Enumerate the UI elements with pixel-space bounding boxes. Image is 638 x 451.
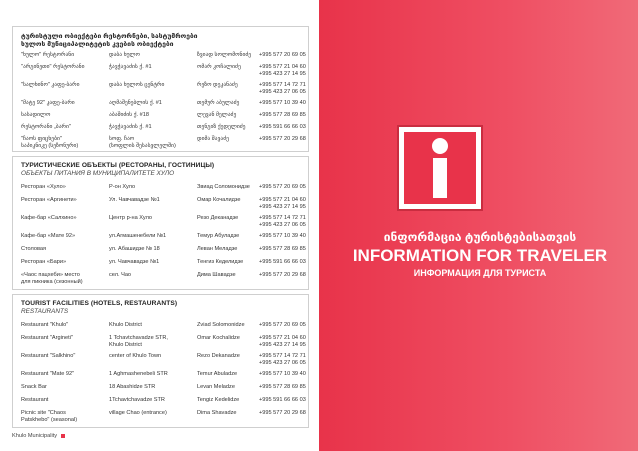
row-location: ჭავჭავაძის ქ. #1	[109, 124, 152, 130]
row-phone: +995 577 10 39 40	[259, 233, 306, 239]
row-contact: დიმა შავაძე	[197, 136, 229, 142]
row-location: სოფ. ჩაო (სოფლის შესასვლელში)	[109, 136, 176, 149]
info-icon-background	[404, 132, 476, 204]
row-phone: +995 577 28 69 85	[259, 112, 306, 118]
russian-title: ТУРИСТИЧЕСКИЕ ОБЪЕКТЫ (РЕСТОРАНЫ, ГОСТИНИЦЫ)	[21, 162, 215, 169]
row-contact: Levan Meladze	[197, 384, 235, 390]
row-name: Restaurant "Argineti"	[21, 335, 73, 341]
row-phone: +995 577 20 69 05	[259, 52, 306, 58]
georgian-title-1: ტურისტული ობიექტები რესტორნები, სასტუმროები	[21, 33, 198, 40]
row-phone: +995 577 21 04 60 +995 423 27 14 95	[259, 197, 306, 210]
row-phone: +995 577 20 29 68	[259, 410, 306, 416]
row-location: 18 Abashidze STR	[109, 384, 156, 390]
row-name: Picnic site "Chaos Patskhebo" (seasonal)	[21, 410, 78, 423]
row-contact: Резо Деканадзе	[197, 215, 239, 221]
row-name: "ჩაოს ფიცხები" საპიკნიკე (სეზონური)	[21, 136, 79, 149]
row-name: Кафе-бар «Мате 92»	[21, 233, 76, 239]
row-contact: Темур Абуладзе	[197, 233, 240, 239]
row-location: сел. Чао	[109, 272, 132, 278]
row-contact: თემურ აბულაძე	[197, 100, 240, 106]
row-contact: Звиад Соломонидзе	[197, 184, 250, 190]
row-name: Ресторан «Бари»	[21, 259, 67, 265]
row-contact: Temur Abuladze	[197, 371, 238, 377]
row-phone: +995 577 14 72 71 +995 423 27 06 05	[259, 82, 306, 95]
row-location: center of Khulo Town	[109, 353, 162, 359]
row-phone: +995 577 14 72 71 +995 423 27 06 05	[259, 215, 306, 228]
info-icon-dot	[432, 138, 448, 154]
row-location: Центр р-на Хуло	[109, 215, 153, 221]
row-phone: +995 591 66 66 03	[259, 259, 306, 265]
row-location: დაბა ხულო	[109, 52, 140, 58]
row-location: 1Tchavtchavadze STR	[109, 397, 165, 403]
row-contact: Zviad Solomonidze	[197, 322, 245, 328]
row-contact: ზვიად სოლომონიძე	[197, 52, 252, 58]
row-phone: +995 577 28 69 85	[259, 246, 306, 252]
row-location: village Chao (entrance)	[109, 410, 167, 416]
top-band	[0, 0, 319, 24]
row-name: Restaurant "Salkhino"	[21, 353, 76, 359]
row-location: Ул. Чавчавадзе №1	[109, 197, 160, 203]
row-contact: Dima Shavadze	[197, 410, 237, 416]
russian-subtitle: ОБЪЕКТЫ ПИТАНИЯ В МУНИЦИПАЛИТЕТЕ ХУЛО	[21, 170, 175, 177]
footer-text: Khulo Municipality	[12, 433, 58, 439]
row-name: "ხულო" რესტორანი	[21, 52, 75, 58]
row-name: Restaurant	[21, 397, 49, 403]
georgian-panel	[12, 26, 309, 152]
row-phone: +995 577 21 04 60 +995 423 27 14 95	[259, 64, 306, 77]
cover-page	[319, 0, 638, 451]
english-subtitle: RESTAURANTS	[21, 308, 69, 315]
row-location: Р-он Хуло	[109, 184, 136, 190]
row-phone: +995 591 66 66 03	[259, 124, 306, 130]
cover-title-georgian: ინფორმაცია ტურისტებისათვის	[383, 230, 577, 244]
row-phone: +995 577 10 39 40	[259, 371, 306, 377]
row-phone: +995 577 21 04 60 +995 423 27 14 95	[259, 335, 306, 348]
georgian-title-2: ხულოს მუნიციპალიტეტის კვების ობიექტები	[21, 41, 174, 48]
row-name: Ресторан «Хуло»	[21, 184, 66, 190]
footer	[12, 433, 65, 439]
row-phone: +995 577 20 29 68	[259, 136, 306, 142]
row-name: სასადილო	[21, 112, 51, 118]
info-icon	[397, 125, 483, 211]
row-name: Restaurant "Khulo"	[21, 322, 69, 328]
row-name: "არგინეთი" რესტორანი	[21, 64, 85, 70]
row-contact: Омар Кочалидзе	[197, 197, 241, 203]
row-contact: Rezo Dekanadze	[197, 353, 240, 359]
row-phone: +995 591 66 66 03	[259, 397, 306, 403]
russian-panel	[12, 156, 309, 290]
row-location: 1 Aghmashenebeli STR	[109, 371, 168, 377]
row-contact: ომარ კოჩალიძე	[197, 64, 241, 70]
row-name: Snack Bar	[21, 384, 47, 390]
row-contact: Omar Kochalidze	[197, 335, 240, 341]
row-phone: +995 577 14 72 71 +995 423 27 06 05	[259, 353, 306, 366]
row-phone: +995 577 10 39 40	[259, 100, 306, 106]
row-location: 1 Tchavtchavadze STR, Khulo District	[109, 335, 168, 348]
row-name: Restaurant "Mate 92"	[21, 371, 75, 377]
row-contact: Леван Меладзе	[197, 246, 238, 252]
row-contact: რეზო დეკანაძე	[197, 82, 238, 88]
english-panel	[12, 294, 309, 428]
row-name: Столовая	[21, 246, 47, 252]
row-contact: Тенгиз Кеделидзе	[197, 259, 244, 265]
row-location: აბაშიძის ქ. #18	[109, 112, 149, 118]
cover-title-russian: ИНФОРМАЦИЯ ДЛЯ ТУРИСТА	[413, 268, 547, 278]
info-icon-stem	[433, 158, 447, 198]
row-contact: ლევან მელაძე	[197, 112, 237, 118]
row-contact: Tengiz Kedelidze	[197, 397, 240, 403]
row-location: ул. Абашидзе № 18	[109, 246, 160, 252]
row-phone: +995 577 20 69 05	[259, 322, 306, 328]
row-location: დაბა ხულოს ცენტრი	[109, 82, 165, 88]
row-name: "სალხინო" კაფე-ბარი	[21, 82, 80, 88]
row-location: ჭავჭავაძის ქ. #1	[109, 64, 152, 70]
english-title: TOURIST FACILITIES (HOTELS, RESTAURANTS)	[21, 300, 178, 307]
row-name: რესტორანი „ბარი"	[21, 124, 71, 130]
row-contact: თენგიზ ქედელიძე	[197, 124, 246, 130]
row-phone: +995 577 20 69 05	[259, 184, 306, 190]
row-location: ул. Чавчавадзе №1	[109, 259, 160, 265]
row-phone: +995 577 20 29 68	[259, 272, 306, 278]
cover-title-english: INFORMATION FOR TRAVELER	[352, 246, 608, 265]
row-location: Khulo District	[109, 322, 142, 328]
row-name: Кафе-бар «Салхино»	[21, 215, 77, 221]
row-location: ул.Агмашенебели №1	[109, 233, 167, 239]
row-name: Ресторан «Аргинети»	[21, 197, 77, 203]
row-contact: Дима Шавадзе	[197, 272, 236, 278]
row-name: «Чаос пацхеби» место для пикника (сезонный)	[21, 272, 83, 285]
row-location: აღმაშენებლის ქ. #1	[109, 100, 162, 106]
row-phone: +995 577 28 69 85	[259, 384, 306, 390]
footer-dot-icon	[61, 434, 65, 438]
row-name: "მატე 92" კაფე-ბარი	[21, 100, 75, 106]
